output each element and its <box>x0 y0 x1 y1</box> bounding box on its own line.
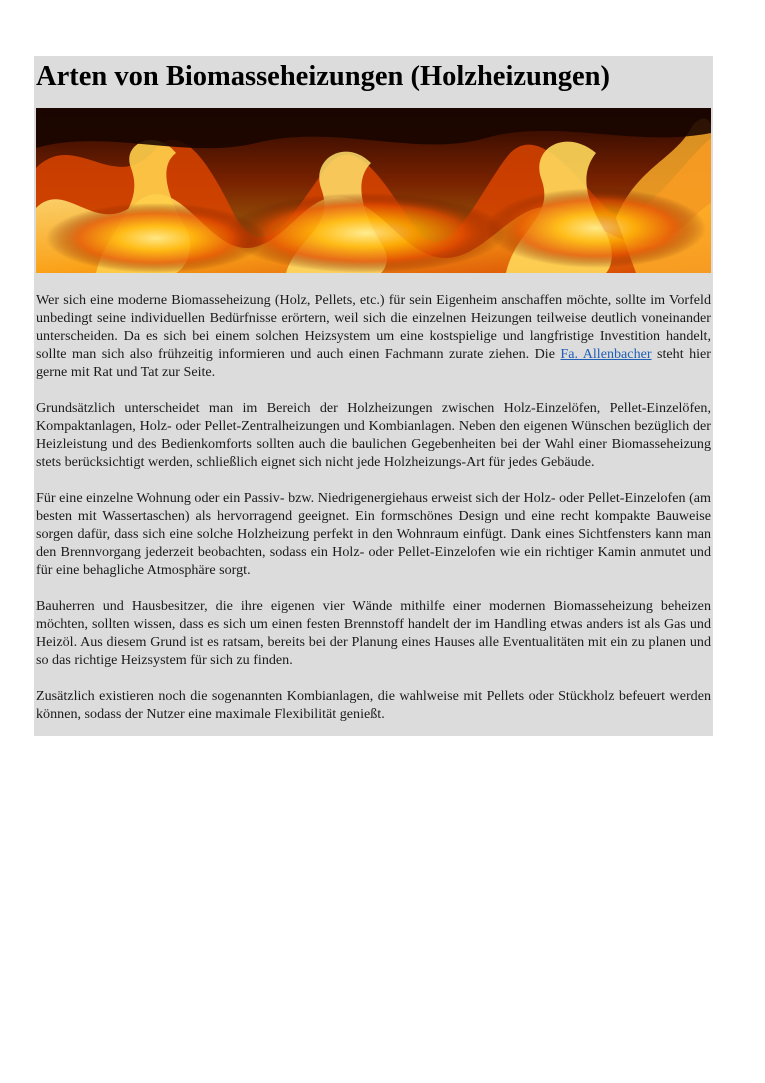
paragraph-planning: Bauherren und Hausbesitzer, die ihre eigenen vier Wände mithilfe einer modernen Biomasseheizung beheizen möchten, sollten wissen, dass es sich um einen festen Brennstoff handelt der im Handling etwas anders ist als Gas und Heizöl. Aus diesem Grund ist es ratsam, bereits bei der Planung eines Hauses alle Eventualitäten mit ein zu planen und so das richtige Heizsystem für sich zu finden. <box>36 598 711 668</box>
paragraph-intro-text-end: steht hier gerne mit Rat und Tat zur Seite. <box>36 346 711 380</box>
paragraph-intro <box>36 291 711 381</box>
fire-flames-image <box>36 108 711 273</box>
paragraph-single-stove: Für eine einzelne Wohnung oder ein Passiv- bzw. Niedrigenergiehaus erweist sich der Holz- oder Pellet-Einzelofen (am besten mit Wassertaschen) als hervorragend geeignet. Ein formschönes Design und eine recht kompakte Bauweise sorgen dafür, dass sich eine solche Holzheizung perfekt in den Wohnraum einfügt. Dank eines Sichtfensters kann man den Brennvorgang jederzeit beobachten, sodass ein Holz- oder Pellet-Einzelofen wie ein richtiger Kamin anmutet und für eine behagliche Atmosphäre sorgt. <box>36 490 711 578</box>
article <box>34 56 713 736</box>
paragraph-types: Grundsätzlich unterscheidet man im Bereich der Holzheizungen zwischen Holz-Einzelöfen, Pellet-Einzelöfen, Kompaktanlagen, Holz- oder Pellet-Zentralheizungen und Kombianlagen. Neben den eigenen Wünschen bezüglich der Heizleistung und des Bedienkomforts sollten auch die baulichen Gegebenheiten bei der Wahl einer Biomasseheizung stets berücksichtigt werden, schließlich eignet sich nicht jede Holzheizungs-Art für jedes Gebäude. <box>36 400 711 470</box>
allenbacher-link[interactable]: Fa. Allenbacher <box>560 346 652 362</box>
paragraph-intro-text: Wer sich eine moderne Biomasseheizung (Holz, Pellets, etc.) für sein Eigenheim anschaffen möchte, sollte im Vorfeld unbedingt seine individuellen Bedürfnisse erörtern, weil sich die einzelnen Heizungen teilweise deutlich voneinander unterscheiden. Da es sich bei einem solchen Heizsystem um eine kostspielige und langfristige Investition handelt, sollte man sich also frühzeitig informieren und auch einen Fachmann zurate ziehen. Die <box>36 292 711 362</box>
paragraph-combi: Zusätzlich existieren noch die sogenannten Kombianlagen, die wahlweise mit Pellets oder Stückholz befeuert werden können, sodass der Nutzer eine maximale Flexibilität genießt. <box>36 688 711 722</box>
fire-flames-graphic <box>36 108 711 273</box>
page-title: Arten von Biomasseheizungen (Holzheizungen) <box>36 61 610 92</box>
article-body <box>36 291 711 723</box>
